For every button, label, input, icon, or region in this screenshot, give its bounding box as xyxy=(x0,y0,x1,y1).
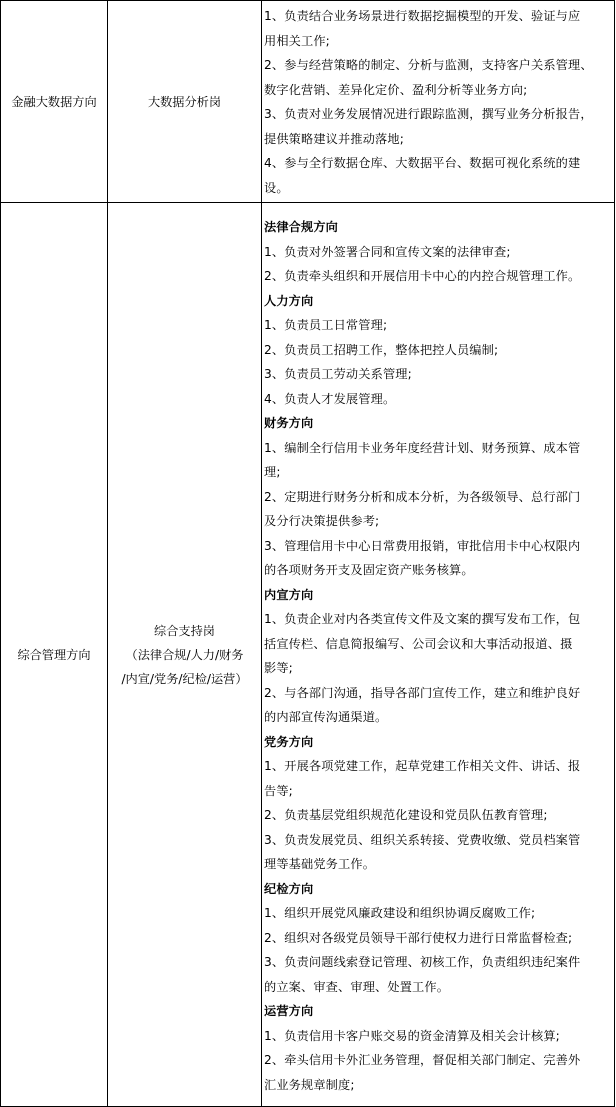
duty-line: 1、负责信用卡客户账交易的资金清算及相关会计核算; xyxy=(264,1028,560,1043)
duty-line: 2、牵头信用卡外汇业务管理，督促相关部门制定、完善外 xyxy=(264,1053,581,1067)
duty-line: 4、负责人才发展管理。 xyxy=(264,391,396,406)
section-heading: 内宣方向 xyxy=(264,587,314,602)
duty-line: 括宣传栏、信息简报编写、公司会议和大事活动报道、摄 xyxy=(264,636,573,651)
direction-label: 综合管理方向 xyxy=(17,647,91,662)
duty-line: 影等; xyxy=(264,661,293,675)
duty-line: 1、开展各项党建工作，起草党建工作相关文件、讲话、报 xyxy=(264,759,581,773)
position-cell xyxy=(108,1,262,203)
duty-line: 1、负责对外签署合同和宣传文案的法律审查; xyxy=(264,244,511,259)
duty-line: 3、负责问题线索登记管理、初核工作，负责组织违纪案件 xyxy=(264,955,581,969)
direction-cell xyxy=(1,203,108,1107)
section-heading: 纪检方向 xyxy=(264,881,314,896)
position-label: 综合支持岗 xyxy=(154,623,215,638)
duty-line: 及分行决策提供参考; xyxy=(264,514,380,528)
duty-line: 告等; xyxy=(264,783,293,798)
section-heading: 党务方向 xyxy=(264,734,314,749)
direction-cell xyxy=(1,1,108,203)
duty-line: 3、负责员工劳动关系管理; xyxy=(264,367,412,381)
duty-line: 的内部宣传沟通渠道。 xyxy=(264,710,388,724)
position-cell xyxy=(108,203,262,1107)
duty-line: 4、参与全行数据仓库、大数据平台、数据可视化系统的建 xyxy=(264,156,581,170)
position-label: 大数据分析岗 xyxy=(147,94,222,109)
duty-line: 2、负责牵头组织和开展信用卡中心的内控合规管理工作。 xyxy=(264,269,581,283)
duty-line: 用相关工作; xyxy=(264,33,330,48)
duty-line: 1、负责员工日常管理; xyxy=(264,318,388,332)
duty-line: 2、参与经营策略的制定、分析与监测，支持客户关系管理、 xyxy=(264,58,593,72)
duty-line: 汇业务规章制度; xyxy=(264,1077,355,1092)
table-row xyxy=(1,1,615,203)
duty-line: 数字化营销、差异化定价、盈利分析等业务方向; xyxy=(264,82,528,97)
duty-line: 3、负责发展党员、组织关系转接、党费收缴、党员档案管 xyxy=(264,832,581,847)
duty-line: 2、与各部门沟通，指导各部门宣传工作，建立和维护良好 xyxy=(264,685,581,700)
section-heading: 运营方向 xyxy=(264,1004,314,1018)
duty-line: 3、管理信用卡中心日常费用报销，审批信用卡中心权限内 xyxy=(264,538,581,553)
duty-line: 理等基础党务工作。 xyxy=(264,857,376,871)
section-heading: 财务方向 xyxy=(264,416,314,430)
position-subtitle-line: /内宣/党务/纪检/运营） xyxy=(121,671,248,686)
section-heading: 人力方向 xyxy=(264,293,314,308)
duty-line: 提供策略建议并推动落地; xyxy=(264,131,404,146)
duty-line: 1、编制全行信用卡业务年度经营计划、财务预算、成本管 xyxy=(264,440,581,455)
duty-line: 理; xyxy=(264,465,281,479)
position-subtitle-line: （法律合规/人力/财务 xyxy=(125,647,244,662)
duty-line: 3、负责对业务发展情况进行跟踪监测，撰写业务分析报告， xyxy=(264,107,593,121)
table-row xyxy=(1,203,615,1107)
duty-line: 的立案、审查、审理、处置工作。 xyxy=(264,979,450,994)
duty-line: 的各项财务开支及固定资产账务核算。 xyxy=(264,563,474,577)
duty-line: 1、组织开展党风廉政建设和组织协调反腐败工作; xyxy=(264,906,536,920)
duty-line: 设。 xyxy=(264,180,289,195)
section-heading: 法律合规方向 xyxy=(264,220,339,234)
direction-label: 金融大数据方向 xyxy=(11,94,97,109)
duty-line: 1、负责结合业务场景进行数据挖掘模型的开发、验证与应 xyxy=(264,9,581,23)
duties-cell xyxy=(262,1,615,203)
duty-line: 1、负责企业对内各类宣传文件及文案的撰写发布工作，包 xyxy=(264,612,581,626)
duties-cell xyxy=(262,203,615,1107)
duty-line: 2、定期进行财务分析和成本分析，为各级领导、总行部门 xyxy=(264,489,581,504)
duty-line: 2、负责员工招聘工作，整体把控人员编制; xyxy=(264,342,499,357)
duty-line: 2、组织对各级党员领导干部行使权力进行日常监督检查; xyxy=(264,930,573,945)
duty-line: 2、负责基层党组织规范化建设和党员队伍教育管理; xyxy=(264,808,548,822)
